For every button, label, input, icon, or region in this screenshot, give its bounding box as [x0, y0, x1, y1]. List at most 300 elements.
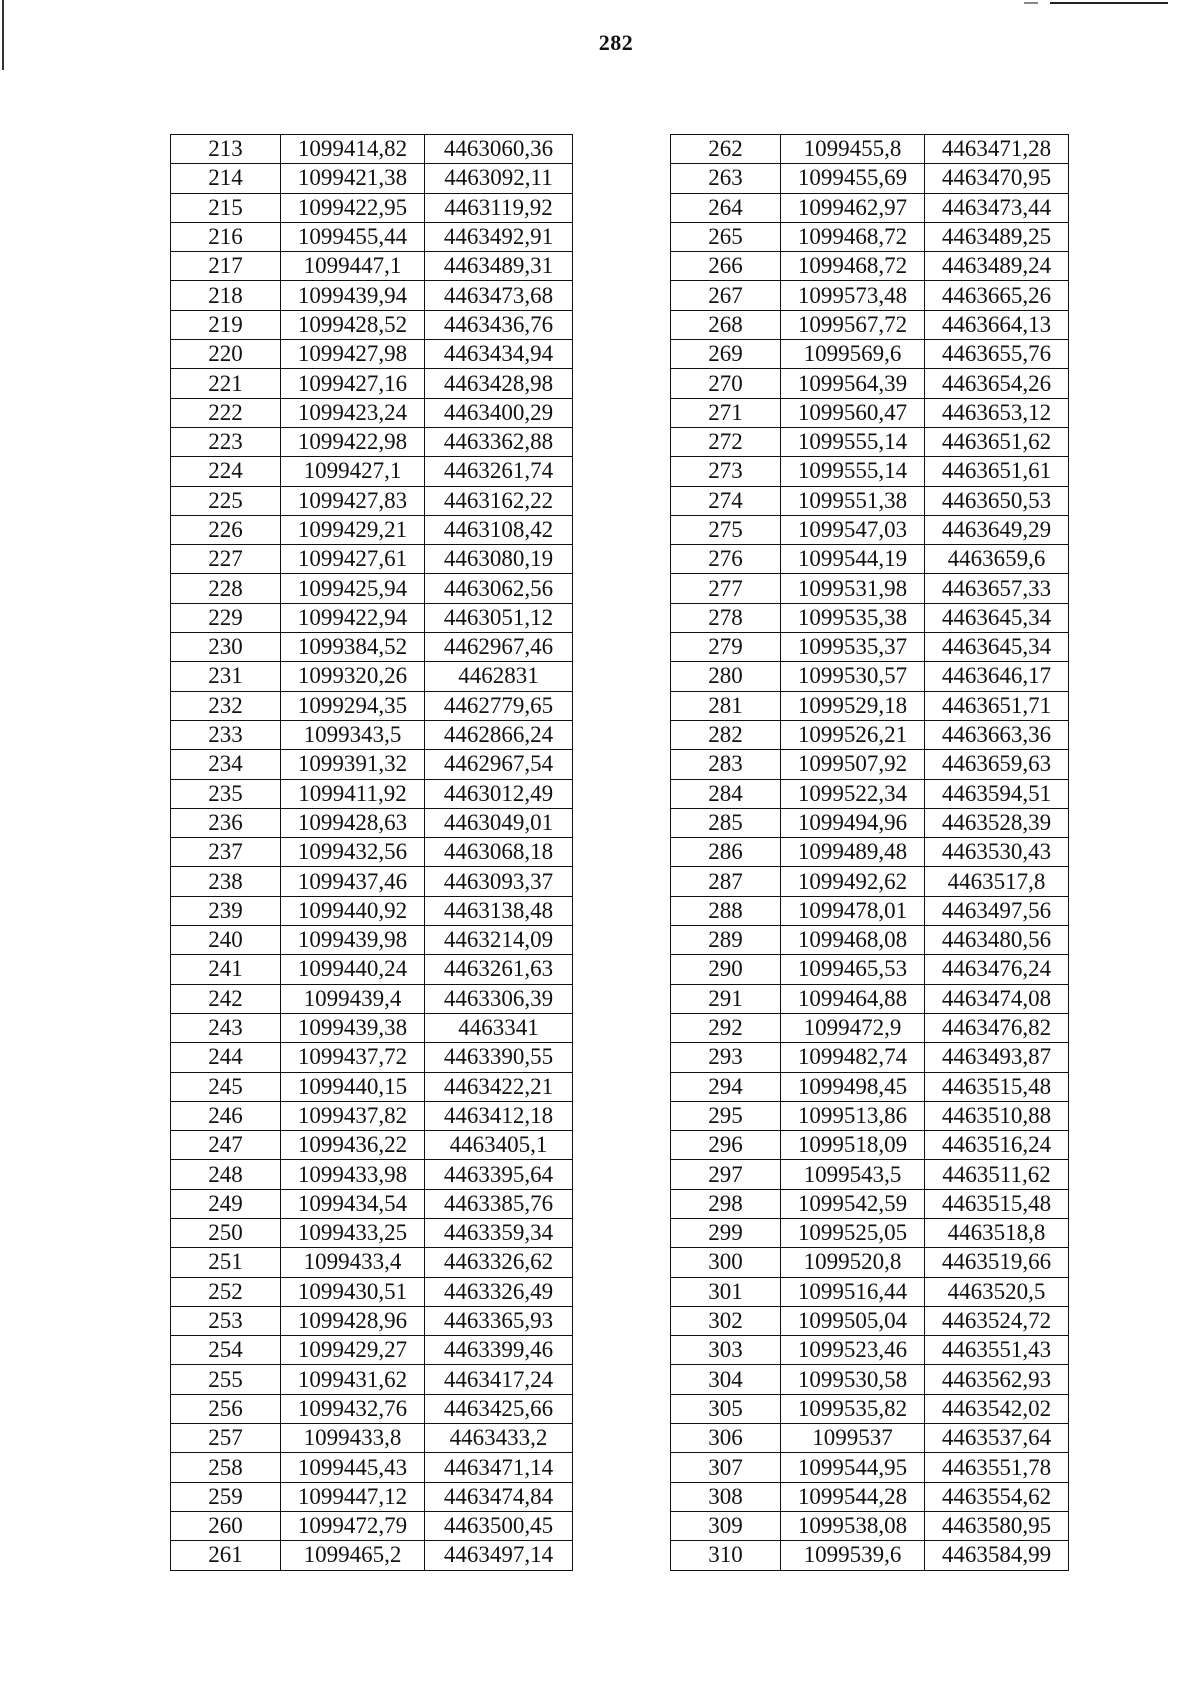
point-number-cell: 292: [671, 1013, 781, 1042]
table-row: [171, 955, 573, 984]
y-coordinate-cell: 4463470,95: [925, 164, 1069, 193]
point-number-cell: 233: [171, 720, 281, 749]
y-coordinate-cell: 4463515,48: [925, 1189, 1069, 1218]
x-coordinate-cell: 1099482,74: [781, 1043, 925, 1072]
x-coordinate-cell: 1099535,82: [781, 1394, 925, 1423]
point-number-cell: 249: [171, 1189, 281, 1218]
table-row: [171, 427, 573, 456]
x-coordinate-cell: 1099455,8: [781, 135, 925, 164]
y-coordinate-cell: 4463049,01: [425, 808, 573, 837]
point-number-cell: 281: [671, 691, 781, 720]
x-coordinate-cell: 1099414,82: [281, 135, 425, 164]
x-coordinate-cell: 1099391,32: [281, 750, 425, 779]
x-coordinate-cell: 1099440,15: [281, 1072, 425, 1101]
x-coordinate-cell: 1099411,92: [281, 779, 425, 808]
y-coordinate-cell: 4463651,71: [925, 691, 1069, 720]
x-coordinate-cell: 1099429,27: [281, 1336, 425, 1365]
x-coordinate-cell: 1099432,76: [281, 1394, 425, 1423]
point-number-cell: 250: [171, 1218, 281, 1247]
point-number-cell: 304: [671, 1365, 781, 1394]
table-row: [171, 750, 573, 779]
point-number-cell: 289: [671, 926, 781, 955]
x-coordinate-cell: 1099523,46: [781, 1336, 925, 1365]
x-coordinate-cell: 1099530,57: [781, 662, 925, 691]
y-coordinate-cell: 4463119,92: [425, 193, 573, 222]
y-coordinate-cell: 4463433,2: [425, 1424, 573, 1453]
table-row: [671, 515, 1069, 544]
point-number-cell: 301: [671, 1277, 781, 1306]
x-coordinate-cell: 1099555,14: [781, 427, 925, 456]
table-row: [671, 1306, 1069, 1335]
table-row: [171, 574, 573, 603]
y-coordinate-cell: 4463138,48: [425, 896, 573, 925]
y-coordinate-cell: 4463092,11: [425, 164, 573, 193]
point-number-cell: 218: [171, 281, 281, 310]
point-number-cell: 226: [171, 515, 281, 544]
point-number-cell: 290: [671, 955, 781, 984]
table-row: [171, 515, 573, 544]
point-number-cell: 269: [671, 340, 781, 369]
x-coordinate-cell: 1099428,96: [281, 1306, 425, 1335]
table-row: [171, 867, 573, 896]
scan-edge-mark-top: [1050, 2, 1168, 4]
y-coordinate-cell: 4463551,78: [925, 1453, 1069, 1482]
point-number-cell: 227: [171, 545, 281, 574]
table-row: [671, 691, 1069, 720]
table-row: [171, 1189, 573, 1218]
point-number-cell: 261: [171, 1541, 281, 1570]
table-row: [671, 252, 1069, 281]
point-number-cell: 215: [171, 193, 281, 222]
x-coordinate-cell: 1099522,34: [781, 779, 925, 808]
y-coordinate-cell: 4463412,18: [425, 1101, 573, 1130]
x-coordinate-cell: 1099526,21: [781, 720, 925, 749]
y-coordinate-cell: 4463261,74: [425, 457, 573, 486]
x-coordinate-cell: 1099513,86: [781, 1101, 925, 1130]
coordinates-table-left: [170, 134, 573, 1571]
y-coordinate-cell: 4463510,88: [925, 1101, 1069, 1130]
point-number-cell: 279: [671, 633, 781, 662]
table-row: [171, 252, 573, 281]
table-row: [171, 1013, 573, 1042]
table-row: [671, 1248, 1069, 1277]
point-number-cell: 229: [171, 603, 281, 632]
point-number-cell: 213: [171, 135, 281, 164]
point-number-cell: 246: [171, 1101, 281, 1130]
table-row: [671, 574, 1069, 603]
table-row: [671, 1072, 1069, 1101]
x-coordinate-cell: 1099455,69: [781, 164, 925, 193]
table-row: [171, 164, 573, 193]
table-row: [671, 926, 1069, 955]
x-coordinate-cell: 1099542,59: [781, 1189, 925, 1218]
point-number-cell: 245: [171, 1072, 281, 1101]
x-coordinate-cell: 1099432,56: [281, 838, 425, 867]
table-row: [171, 838, 573, 867]
table-row: [671, 1043, 1069, 1072]
y-coordinate-cell: 4463542,02: [925, 1394, 1069, 1423]
x-coordinate-cell: 1099434,54: [281, 1189, 425, 1218]
x-coordinate-cell: 1099440,24: [281, 955, 425, 984]
table-row: [171, 1511, 573, 1540]
x-coordinate-cell: 1099498,45: [781, 1072, 925, 1101]
y-coordinate-cell: 4463500,45: [425, 1511, 573, 1540]
point-number-cell: 239: [171, 896, 281, 925]
x-coordinate-cell: 1099489,48: [781, 838, 925, 867]
point-number-cell: 273: [671, 457, 781, 486]
point-number-cell: 288: [671, 896, 781, 925]
point-number-cell: 254: [171, 1336, 281, 1365]
x-coordinate-cell: 1099535,37: [781, 633, 925, 662]
y-coordinate-cell: 4463492,91: [425, 222, 573, 251]
point-number-cell: 297: [671, 1160, 781, 1189]
x-coordinate-cell: 1099472,79: [281, 1511, 425, 1540]
point-number-cell: 240: [171, 926, 281, 955]
x-coordinate-cell: 1099472,9: [781, 1013, 925, 1042]
table-row: [171, 1131, 573, 1160]
table-row: [671, 1160, 1069, 1189]
point-number-cell: 235: [171, 779, 281, 808]
y-coordinate-cell: 4463093,37: [425, 867, 573, 896]
y-coordinate-cell: 4463474,84: [425, 1482, 573, 1511]
y-coordinate-cell: 4463520,5: [925, 1277, 1069, 1306]
y-coordinate-cell: 4463653,12: [925, 398, 1069, 427]
table-row: [671, 808, 1069, 837]
y-coordinate-cell: 4463594,51: [925, 779, 1069, 808]
y-coordinate-cell: 4463497,56: [925, 896, 1069, 925]
y-coordinate-cell: 4462967,46: [425, 633, 573, 662]
x-coordinate-cell: 1099555,14: [781, 457, 925, 486]
x-coordinate-cell: 1099447,12: [281, 1482, 425, 1511]
point-number-cell: 286: [671, 838, 781, 867]
table-row: [671, 457, 1069, 486]
x-coordinate-cell: 1099384,52: [281, 633, 425, 662]
y-coordinate-cell: 4463645,34: [925, 603, 1069, 632]
x-coordinate-cell: 1099427,16: [281, 369, 425, 398]
table-row: [171, 779, 573, 808]
point-number-cell: 285: [671, 808, 781, 837]
point-number-cell: 307: [671, 1453, 781, 1482]
point-number-cell: 214: [171, 164, 281, 193]
table-row: [171, 1101, 573, 1130]
x-coordinate-cell: 1099525,05: [781, 1218, 925, 1247]
y-coordinate-cell: 4463651,62: [925, 427, 1069, 456]
table-row: [171, 808, 573, 837]
point-number-cell: 251: [171, 1248, 281, 1277]
x-coordinate-cell: 1099320,26: [281, 662, 425, 691]
x-coordinate-cell: 1099439,94: [281, 281, 425, 310]
point-number-cell: 309: [671, 1511, 781, 1540]
table-row: [671, 1541, 1069, 1570]
table-row: [671, 662, 1069, 691]
point-number-cell: 223: [171, 427, 281, 456]
table-row: [171, 1482, 573, 1511]
table-row: [171, 222, 573, 251]
point-number-cell: 276: [671, 545, 781, 574]
x-coordinate-cell: 1099535,38: [781, 603, 925, 632]
table-row: [171, 603, 573, 632]
y-coordinate-cell: 4463068,18: [425, 838, 573, 867]
point-number-cell: 221: [171, 369, 281, 398]
point-number-cell: 237: [171, 838, 281, 867]
x-coordinate-cell: 1099462,97: [781, 193, 925, 222]
y-coordinate-cell: 4463651,61: [925, 457, 1069, 486]
y-coordinate-cell: 4463362,88: [425, 427, 573, 456]
table-row: [171, 135, 573, 164]
table-row: [671, 340, 1069, 369]
point-number-cell: 234: [171, 750, 281, 779]
y-coordinate-cell: 4462967,54: [425, 750, 573, 779]
point-number-cell: 277: [671, 574, 781, 603]
point-number-cell: 256: [171, 1394, 281, 1423]
y-coordinate-cell: 4463584,99: [925, 1541, 1069, 1570]
y-coordinate-cell: 4463489,25: [925, 222, 1069, 251]
y-coordinate-cell: 4463524,72: [925, 1306, 1069, 1335]
y-coordinate-cell: 4463162,22: [425, 486, 573, 515]
table-row: [671, 867, 1069, 896]
point-number-cell: 242: [171, 984, 281, 1013]
x-coordinate-cell: 1099447,1: [281, 252, 425, 281]
table-row: [671, 310, 1069, 339]
x-coordinate-cell: 1099437,82: [281, 1101, 425, 1130]
table-row: [671, 1424, 1069, 1453]
x-coordinate-cell: 1099544,19: [781, 545, 925, 574]
table-row: [671, 369, 1069, 398]
point-number-cell: 262: [671, 135, 781, 164]
table-row: [171, 369, 573, 398]
point-number-cell: 232: [171, 691, 281, 720]
point-number-cell: 244: [171, 1043, 281, 1072]
table-row: [171, 193, 573, 222]
y-coordinate-cell: 4463471,14: [425, 1453, 573, 1482]
table-row: [171, 1424, 573, 1453]
point-number-cell: 274: [671, 486, 781, 515]
table-row: [671, 1511, 1069, 1540]
point-number-cell: 278: [671, 603, 781, 632]
x-coordinate-cell: 1099492,62: [781, 867, 925, 896]
point-number-cell: 305: [671, 1394, 781, 1423]
y-coordinate-cell: 4462831: [425, 662, 573, 691]
x-coordinate-cell: 1099436,22: [281, 1131, 425, 1160]
x-coordinate-cell: 1099423,24: [281, 398, 425, 427]
x-coordinate-cell: 1099530,58: [781, 1365, 925, 1394]
table-row: [671, 193, 1069, 222]
x-coordinate-cell: 1099439,98: [281, 926, 425, 955]
x-coordinate-cell: 1099445,43: [281, 1453, 425, 1482]
x-coordinate-cell: 1099544,28: [781, 1482, 925, 1511]
point-number-cell: 268: [671, 310, 781, 339]
point-number-cell: 283: [671, 750, 781, 779]
y-coordinate-cell: 4463516,24: [925, 1131, 1069, 1160]
point-number-cell: 275: [671, 515, 781, 544]
table-row: [671, 896, 1069, 925]
x-coordinate-cell: 1099437,46: [281, 867, 425, 896]
x-coordinate-cell: 1099567,72: [781, 310, 925, 339]
point-number-cell: 293: [671, 1043, 781, 1072]
table-row: [171, 720, 573, 749]
point-number-cell: 302: [671, 1306, 781, 1335]
table-row: [671, 955, 1069, 984]
point-number-cell: 272: [671, 427, 781, 456]
x-coordinate-cell: 1099464,88: [781, 984, 925, 1013]
table-row: [171, 457, 573, 486]
coordinates-table-right: [670, 134, 1069, 1571]
table-row: [171, 1043, 573, 1072]
table-row: [171, 281, 573, 310]
table-row: [671, 1218, 1069, 1247]
y-coordinate-cell: 4463517,8: [925, 867, 1069, 896]
y-coordinate-cell: 4463108,42: [425, 515, 573, 544]
y-coordinate-cell: 4463405,1: [425, 1131, 573, 1160]
y-coordinate-cell: 4462779,65: [425, 691, 573, 720]
y-coordinate-cell: 4463489,24: [925, 252, 1069, 281]
x-coordinate-cell: 1099437,72: [281, 1043, 425, 1072]
y-coordinate-cell: 4463051,12: [425, 603, 573, 632]
table-row: [671, 1453, 1069, 1482]
x-coordinate-cell: 1099507,92: [781, 750, 925, 779]
table-row: [171, 691, 573, 720]
y-coordinate-cell: 4463480,56: [925, 926, 1069, 955]
point-number-cell: 264: [671, 193, 781, 222]
x-coordinate-cell: 1099494,96: [781, 808, 925, 837]
y-coordinate-cell: 4463519,66: [925, 1248, 1069, 1277]
x-coordinate-cell: 1099425,94: [281, 574, 425, 603]
table-row: [171, 1277, 573, 1306]
table-row: [671, 427, 1069, 456]
y-coordinate-cell: 4463580,95: [925, 1511, 1069, 1540]
table-row: [171, 1248, 573, 1277]
y-coordinate-cell: 4463428,98: [425, 369, 573, 398]
x-coordinate-cell: 1099573,48: [781, 281, 925, 310]
y-coordinate-cell: 4463497,14: [425, 1541, 573, 1570]
x-coordinate-cell: 1099455,44: [281, 222, 425, 251]
y-coordinate-cell: 4462866,24: [425, 720, 573, 749]
point-number-cell: 252: [171, 1277, 281, 1306]
table-row: [171, 398, 573, 427]
y-coordinate-cell: 4463417,24: [425, 1365, 573, 1394]
point-number-cell: 270: [671, 369, 781, 398]
x-coordinate-cell: 1099433,4: [281, 1248, 425, 1277]
y-coordinate-cell: 4463341: [425, 1013, 573, 1042]
point-number-cell: 295: [671, 1101, 781, 1130]
point-number-cell: 224: [171, 457, 281, 486]
point-number-cell: 238: [171, 867, 281, 896]
y-coordinate-cell: 4463657,33: [925, 574, 1069, 603]
x-coordinate-cell: 1099520,8: [781, 1248, 925, 1277]
y-coordinate-cell: 4463060,36: [425, 135, 573, 164]
y-coordinate-cell: 4463537,64: [925, 1424, 1069, 1453]
point-number-cell: 284: [671, 779, 781, 808]
point-number-cell: 243: [171, 1013, 281, 1042]
point-number-cell: 216: [171, 222, 281, 251]
table-row: [671, 486, 1069, 515]
table-row: [171, 1160, 573, 1189]
x-coordinate-cell: 1099465,2: [281, 1541, 425, 1570]
point-number-cell: 300: [671, 1248, 781, 1277]
point-number-cell: 265: [671, 222, 781, 251]
y-coordinate-cell: 4463306,39: [425, 984, 573, 1013]
y-coordinate-cell: 4463664,13: [925, 310, 1069, 339]
table-row: [671, 1131, 1069, 1160]
table-row: [671, 1482, 1069, 1511]
x-coordinate-cell: 1099529,18: [781, 691, 925, 720]
y-coordinate-cell: 4463012,49: [425, 779, 573, 808]
x-coordinate-cell: 1099543,5: [781, 1160, 925, 1189]
table-row: [671, 222, 1069, 251]
point-number-cell: 257: [171, 1424, 281, 1453]
x-coordinate-cell: 1099468,72: [781, 252, 925, 281]
point-number-cell: 291: [671, 984, 781, 1013]
point-number-cell: 217: [171, 252, 281, 281]
x-coordinate-cell: 1099433,25: [281, 1218, 425, 1247]
y-coordinate-cell: 4463528,39: [925, 808, 1069, 837]
point-number-cell: 253: [171, 1306, 281, 1335]
x-coordinate-cell: 1099564,39: [781, 369, 925, 398]
table-row: [671, 135, 1069, 164]
point-number-cell: 266: [671, 252, 781, 281]
point-number-cell: 231: [171, 662, 281, 691]
table-row: [171, 1541, 573, 1570]
table-row: [171, 926, 573, 955]
x-coordinate-cell: 1099537: [781, 1424, 925, 1453]
table-row: [171, 1336, 573, 1365]
point-number-cell: 260: [171, 1511, 281, 1540]
point-number-cell: 282: [671, 720, 781, 749]
table-row: [671, 1277, 1069, 1306]
table-row: [171, 1453, 573, 1482]
point-number-cell: 225: [171, 486, 281, 515]
x-coordinate-cell: 1099433,8: [281, 1424, 425, 1453]
y-coordinate-cell: 4463399,46: [425, 1336, 573, 1365]
y-coordinate-cell: 4463649,29: [925, 515, 1069, 544]
x-coordinate-cell: 1099439,38: [281, 1013, 425, 1042]
point-number-cell: 296: [671, 1131, 781, 1160]
point-number-cell: 299: [671, 1218, 781, 1247]
point-number-cell: 241: [171, 955, 281, 984]
x-coordinate-cell: 1099544,95: [781, 1453, 925, 1482]
x-coordinate-cell: 1099547,03: [781, 515, 925, 544]
y-coordinate-cell: 4463645,34: [925, 633, 1069, 662]
y-coordinate-cell: 4463659,63: [925, 750, 1069, 779]
y-coordinate-cell: 4463530,43: [925, 838, 1069, 867]
y-coordinate-cell: 4463659,6: [925, 545, 1069, 574]
y-coordinate-cell: 4463326,49: [425, 1277, 573, 1306]
table-row: [671, 281, 1069, 310]
y-coordinate-cell: 4463476,24: [925, 955, 1069, 984]
x-coordinate-cell: 1099539,6: [781, 1541, 925, 1570]
point-number-cell: 306: [671, 1424, 781, 1453]
table-row: [671, 779, 1069, 808]
x-coordinate-cell: 1099505,04: [781, 1306, 925, 1335]
x-coordinate-cell: 1099429,21: [281, 515, 425, 544]
table-row: [671, 1336, 1069, 1365]
point-number-cell: 255: [171, 1365, 281, 1394]
table-row: [171, 310, 573, 339]
table-row: [671, 720, 1069, 749]
x-coordinate-cell: 1099531,98: [781, 574, 925, 603]
x-coordinate-cell: 1099516,44: [781, 1277, 925, 1306]
y-coordinate-cell: 4463425,66: [425, 1394, 573, 1423]
point-number-cell: 303: [671, 1336, 781, 1365]
point-number-cell: 222: [171, 398, 281, 427]
point-number-cell: 280: [671, 662, 781, 691]
y-coordinate-cell: 4463473,68: [425, 281, 573, 310]
point-number-cell: 259: [171, 1482, 281, 1511]
point-number-cell: 271: [671, 398, 781, 427]
point-number-cell: 263: [671, 164, 781, 193]
y-coordinate-cell: 4463493,87: [925, 1043, 1069, 1072]
x-coordinate-cell: 1099468,72: [781, 222, 925, 251]
